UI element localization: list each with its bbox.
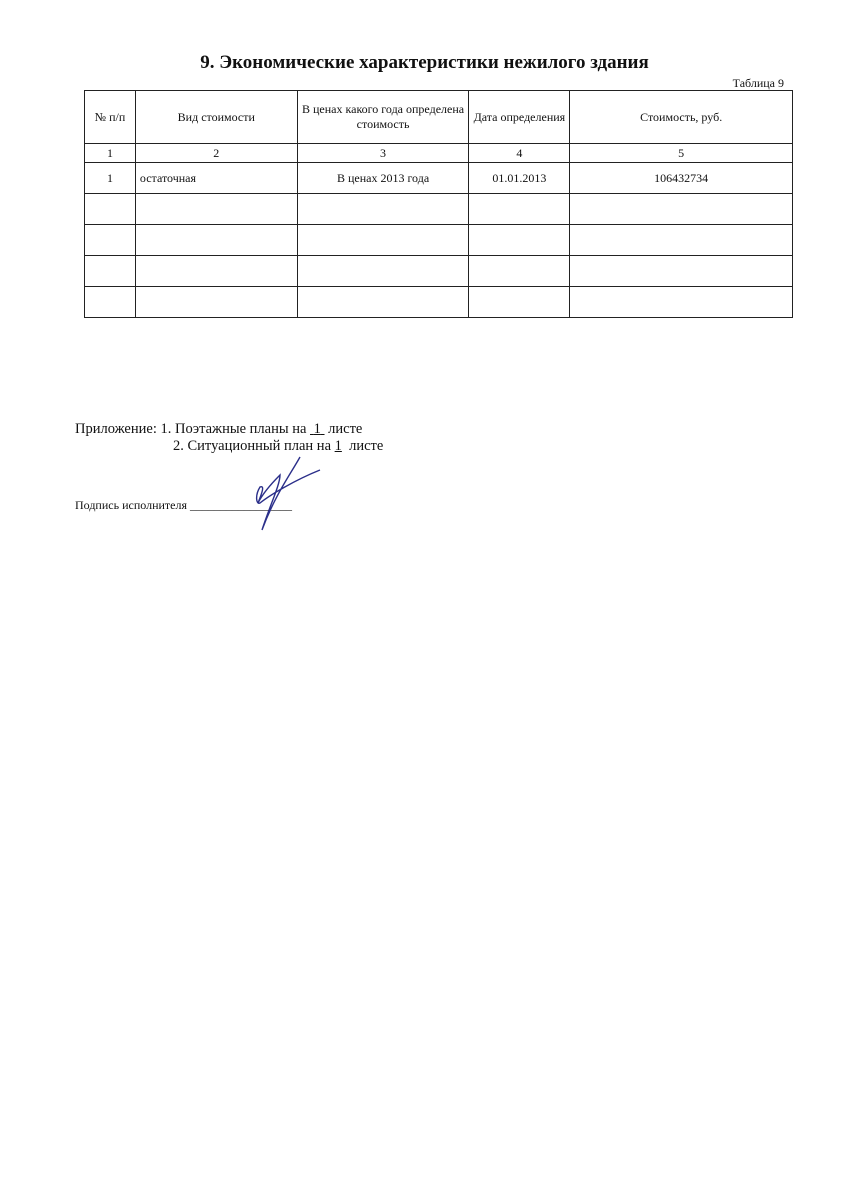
cell <box>570 225 793 256</box>
table-row <box>85 225 793 256</box>
cell: 01.01.2013 <box>469 163 570 194</box>
cell <box>570 287 793 318</box>
column-number-row <box>85 144 793 163</box>
header-row <box>85 91 793 144</box>
appendix-item-2-count: 1 <box>334 438 342 454</box>
table-label: Таблица 9 <box>732 76 784 90</box>
economic-table <box>84 90 793 318</box>
cell <box>570 194 793 225</box>
header-cell: № п/п <box>85 91 136 144</box>
cell <box>297 194 469 225</box>
cell <box>297 225 469 256</box>
appendix-item-2-suffix: листе <box>349 438 384 454</box>
handwritten-signature <box>240 455 330 535</box>
appendix-item-1-count: 1 <box>313 421 321 437</box>
table-row <box>85 163 793 194</box>
cell <box>85 287 136 318</box>
appendix-line-2 <box>173 438 383 455</box>
cell <box>85 225 136 256</box>
cell <box>85 256 136 287</box>
column-number: 5 <box>570 144 793 163</box>
cell <box>135 287 297 318</box>
cell <box>469 194 570 225</box>
cell <box>135 194 297 225</box>
cell <box>297 287 469 318</box>
cell <box>135 256 297 287</box>
cell: 1 <box>85 163 136 194</box>
cell: остаточная <box>135 163 297 194</box>
table-row <box>85 256 793 287</box>
table-row <box>85 194 793 225</box>
cell <box>135 225 297 256</box>
appendix-item-2: 2. Ситуационный план на <box>173 438 331 454</box>
cell <box>297 256 469 287</box>
signature-label: Подпись исполнителя <box>75 498 187 512</box>
column-number: 1 <box>85 144 136 163</box>
header-cell: Дата определения <box>469 91 570 144</box>
table-row <box>85 287 793 318</box>
header-cell: В ценах какого года определена стоимость <box>297 91 469 144</box>
cell: В ценах 2013 года <box>297 163 469 194</box>
cell <box>469 225 570 256</box>
appendix-item-1: 1. Поэтажные планы на <box>160 421 307 437</box>
cell <box>469 256 570 287</box>
appendix-line-1 <box>75 420 362 438</box>
header-cell: Вид стоимости <box>135 91 297 144</box>
column-number: 2 <box>135 144 297 163</box>
header-cell: Стоимость, руб. <box>570 91 793 144</box>
cell <box>85 194 136 225</box>
column-number: 4 <box>469 144 570 163</box>
appendix-item-1-suffix: листе <box>328 421 363 437</box>
signature-blank: _________________ <box>190 498 292 512</box>
cell: 106432734 <box>570 163 793 194</box>
appendix-label: Приложение: <box>75 421 157 437</box>
column-number: 3 <box>297 144 469 163</box>
cell <box>469 287 570 318</box>
cell <box>570 256 793 287</box>
section-title: 9. Экономические характеристики нежилого здания <box>200 52 649 73</box>
